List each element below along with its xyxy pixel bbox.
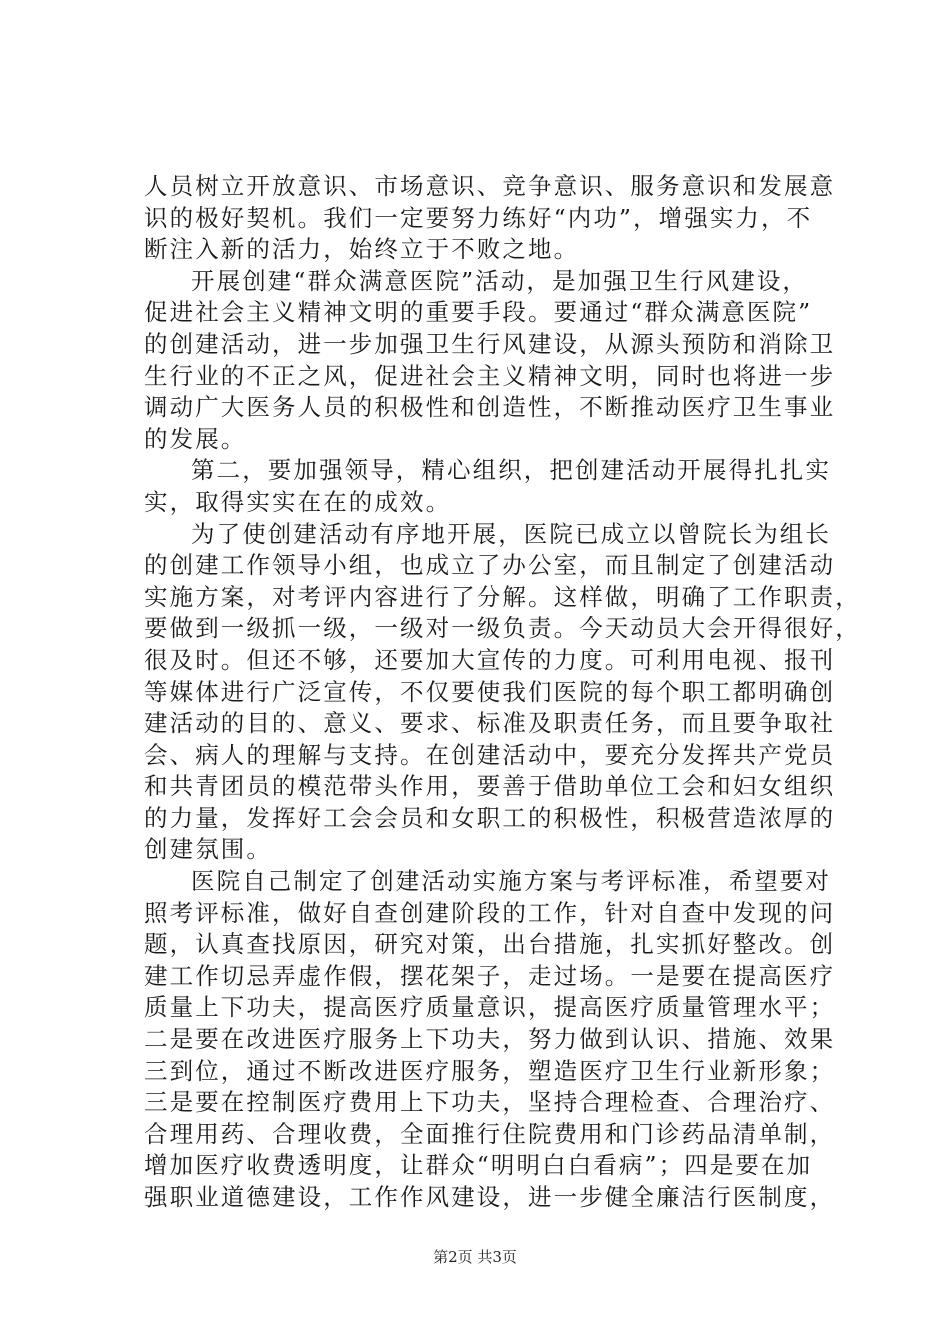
text-line: 增加医疗收费透明度，让群众“明明白白看病”；四是要在加	[144, 1151, 813, 1180]
text-line: 很及时。但还不够，还要加大宣传的力度。可利用电视、报刊	[144, 645, 836, 674]
text-line: 为了使创建活动有序地开展，医院已成立以曾院长为组长	[191, 519, 831, 548]
text-line: 识的极好契机。我们一定要努力练好“内功”，增强实力，不	[144, 203, 813, 232]
text-line: 和共青团员的模范带头作用，要善于借助单位工会和妇女组织	[144, 772, 836, 801]
text-line: 建工作切忌弄虚作假，摆花架子，走过场。一是要在提高医疗	[144, 961, 836, 990]
text-line: 合理用药、合理收费，全面推行住院费用和门诊药品清单制，	[144, 1119, 836, 1148]
text-line: 实，取得实实在在的成效。	[144, 487, 452, 516]
text-line: 断注入新的活力，始终立于不败之地。	[144, 235, 580, 264]
text-line: 照考评标准，做好自查创建阶段的工作，针对自查中发现的问	[144, 898, 836, 927]
text-line: 等媒体进行广泛宣传，不仅要使我们医院的每个职工都明确创	[144, 677, 836, 706]
text-line: 人员树立开放意识、市场意识、竞争意识、服务意识和发展意	[144, 172, 836, 200]
text-line: 二是要在改进医疗服务上下功夫，努力做到认识、措施、效果	[144, 1025, 836, 1054]
text-line: 创建氛围。	[144, 835, 272, 864]
text-line: 的创建工作领导小组，也成立了办公室，而且制定了创建活动	[144, 551, 836, 580]
text-line: 第二，要加强领导，精心组织，把创建活动开展得扎扎实	[191, 456, 831, 485]
text-line: 质量上下功夫，提高医疗质量意识，提高医疗质量管理水平；	[144, 993, 836, 1022]
text-line: 要做到一级抓一级，一级对一级负责。今天动员大会开得很好，	[144, 614, 861, 643]
text-line: 生行业的不正之风，促进社会主义精神文明，同时也将进一步	[144, 361, 836, 390]
text-line: 促进社会主义精神文明的重要手段。要通过“群众满意医院”	[144, 298, 813, 327]
document-body	[144, 171, 861, 1214]
page-footer: 第2页 共3页	[433, 1248, 517, 1266]
text-line: 的创建活动，进一步加强卫生行风建设，从源头预防和消除卫	[144, 329, 836, 358]
text-line: 会、病人的理解与支持。在创建活动中，要充分发挥共产党员	[144, 740, 836, 769]
text-line: 强职业道德建设，工作作风建设，进一步健全廉洁行医制度，	[144, 1183, 836, 1211]
text-line: 调动广大医务人员的积极性和创造性，不断推动医疗卫生事业	[144, 393, 836, 422]
text-line: 建活动的目的、意义、要求、标准及职责任务，而且要争取社	[144, 709, 836, 738]
text-line: 医院自己制定了创建活动实施方案与考评标准，希望要对	[191, 867, 831, 896]
text-line: 三到位，通过不断改进医疗服务，塑造医疗卫生行业新形象；	[144, 1056, 836, 1085]
text-line: 实施方案，对考评内容进行了分解。这样做，明确了工作职责，	[144, 582, 861, 611]
text-line: 三是要在控制医疗费用上下功夫，坚持合理检查、合理治疗、	[144, 1088, 836, 1117]
text-line: 的发展。	[144, 424, 247, 453]
text-line: 题，认真查找原因，研究对策，出台措施，扎实抓好整改。创	[144, 930, 836, 959]
text-line: 开展创建“群众满意医院”活动，是加强卫生行风建设，	[191, 266, 809, 295]
text-line: 的力量，发挥好工会会员和女职工的积极性，积极营造浓厚的	[144, 803, 836, 832]
